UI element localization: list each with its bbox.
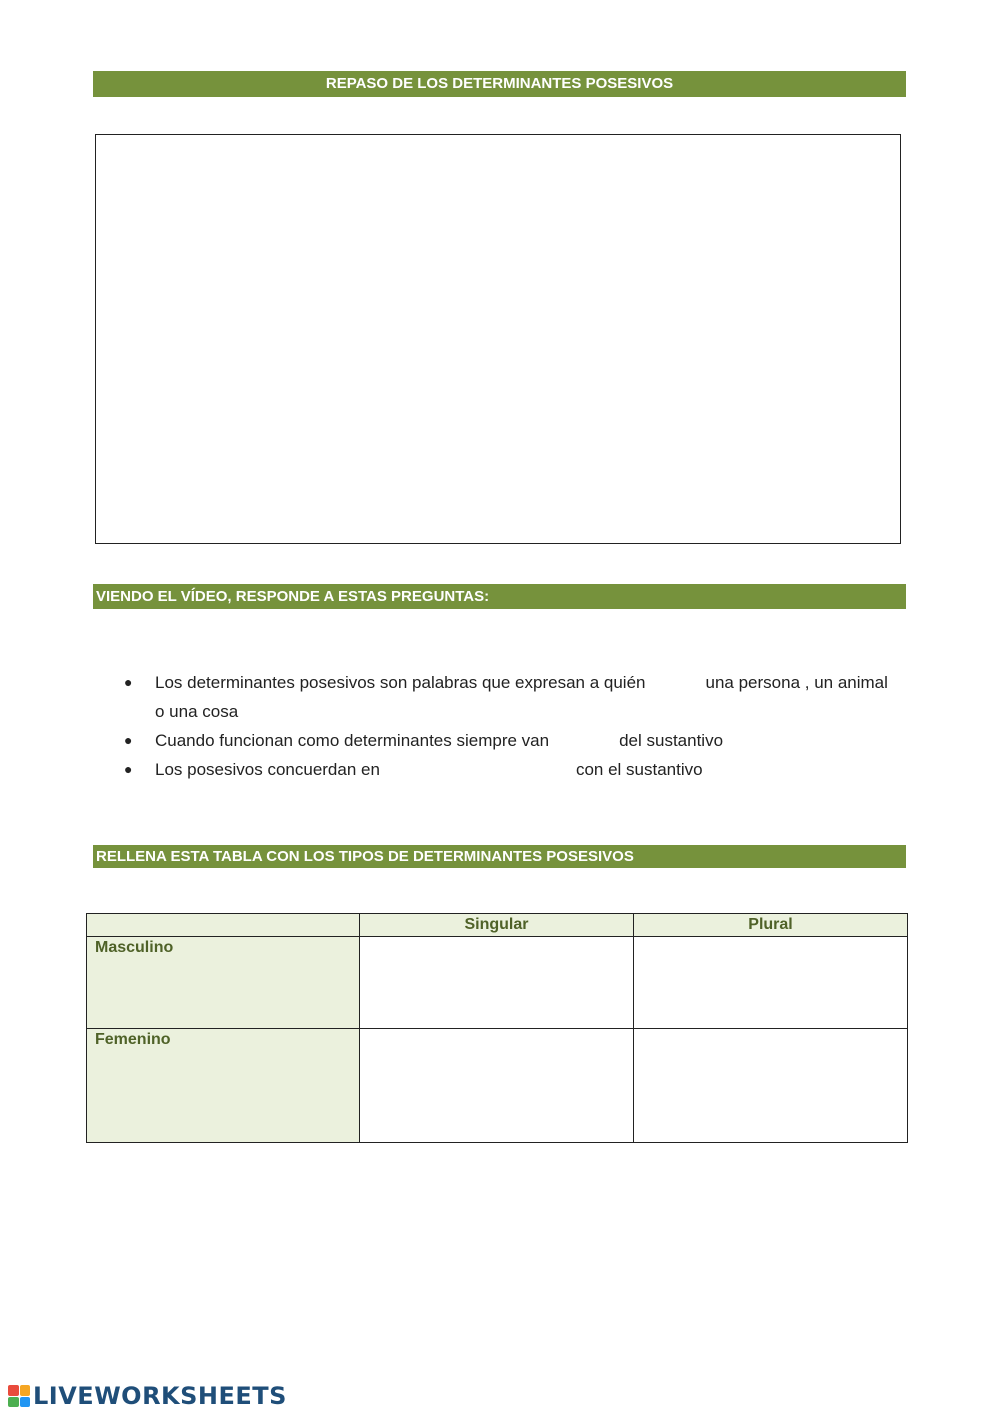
bullet-icon: ● <box>124 761 133 777</box>
table-section-title: RELLENA ESTA TABLA CON LOS TIPOS DE DETERMINANTES POSESIVOS <box>93 845 906 868</box>
list-item <box>124 668 894 726</box>
table-row <box>87 1029 908 1143</box>
question-text: Cuando funcionan como determinantes siempre van <box>155 731 550 750</box>
answer-cell-masculino-singular[interactable] <box>360 937 634 1029</box>
table-header-row <box>87 914 908 937</box>
possessives-table <box>86 913 908 1143</box>
answer-cell-masculino-plural[interactable] <box>634 937 908 1029</box>
logo-square <box>8 1397 19 1408</box>
review-section-title: REPASO DE LOS DETERMINANTES POSESIVOS <box>93 71 906 97</box>
bullet-icon: ● <box>124 732 133 748</box>
logo-square <box>8 1385 19 1396</box>
header-cell-empty <box>87 914 360 937</box>
question-text: Los posesivos concuerdan en <box>155 760 380 779</box>
logo-mark-icon <box>8 1385 30 1407</box>
list-item <box>124 726 894 755</box>
answer-cell-femenino-singular[interactable] <box>360 1029 634 1143</box>
question-text: con el sustantivo <box>575 760 703 779</box>
video-section-title: VIENDO EL VÍDEO, RESPONDE A ESTAS PREGUNTAS: <box>93 584 906 609</box>
video-embed-area[interactable] <box>95 134 901 544</box>
answer-cell-femenino-plural[interactable] <box>634 1029 908 1143</box>
header-cell-singular: Singular <box>360 914 634 937</box>
question-text: Los determinantes posesivos son palabras que expresan a quién <box>155 673 646 692</box>
liveworksheets-logo <box>8 1382 287 1410</box>
table-row <box>87 937 908 1029</box>
logo-square <box>20 1385 31 1396</box>
question-text: una persona , un animal o una cosa <box>155 673 888 721</box>
row-label-masculino: Masculino <box>87 937 360 1029</box>
list-item <box>124 755 894 784</box>
logo-square <box>20 1397 31 1408</box>
logo-text: LIVEWORKSHEETS <box>33 1382 287 1410</box>
question-list <box>124 668 894 784</box>
bullet-icon: ● <box>124 674 133 690</box>
row-label-femenino: Femenino <box>87 1029 360 1143</box>
question-text: del sustantivo <box>619 731 724 750</box>
header-cell-plural: Plural <box>634 914 908 937</box>
